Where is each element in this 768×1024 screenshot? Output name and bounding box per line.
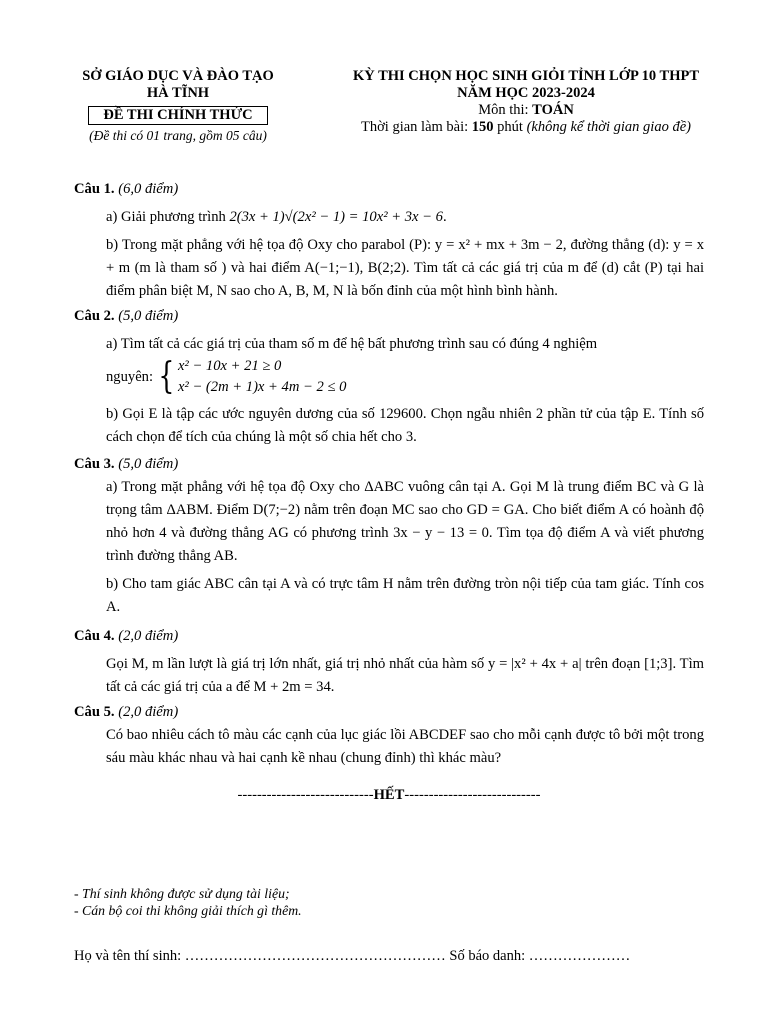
end-dashes-right: ----------------------------	[404, 787, 541, 803]
header-left	[60, 68, 296, 144]
question-5-text: Có bao nhiêu cách tô màu các cạnh của lục giác lồi ABCDEF sao cho mỗi cạnh được tô bởi một trong sáu màu khác nhau và hai cạnh kề nhau (chung đỉnh) thì khác màu?	[106, 727, 704, 766]
question-3-title: Câu 3.	[74, 456, 115, 472]
question-1a-text: a) Giải phương trình	[106, 209, 230, 225]
question-2-points: (5,0 điểm)	[118, 308, 179, 324]
question-3a: a) Trong mặt phẳng với hệ tọa độ Oxy cho ΔABC vuông cân tại A. Gọi M là trung điểm BC và G là trọng tâm ΔABM. Điểm D(7;−2) nằm trên đoạn MC sao cho GD = GA. Cho biết điểm A có hoành độ nhỏ hơn 4 và đường thẳng AG có phương trình 3x − y − 13 = 0. Tìm tọa độ điểm A và viết phương trình đường thẳng AB.	[106, 479, 704, 564]
question-2a-system	[74, 356, 704, 398]
header-right	[316, 68, 736, 136]
school-year: NĂM HỌC 2023-2024	[457, 85, 595, 101]
subject-line	[316, 102, 736, 119]
question-5-title: Câu 5.	[74, 704, 115, 720]
time-unit: phút	[493, 119, 527, 135]
question-5-points: (2,0 điểm)	[118, 704, 179, 720]
note-1: - Thí sinh không được sử dụng tài liệu;	[74, 886, 290, 901]
inequality-system	[155, 356, 346, 398]
question-4	[74, 625, 704, 699]
system-lead: nguyên:	[106, 368, 154, 385]
name-label: Họ và tên thí sinh:	[74, 948, 185, 964]
department-name: SỞ GIÁO DỤC VÀ ĐÀO TẠO	[82, 68, 274, 84]
id-label: Số báo danh:	[445, 948, 529, 964]
exam-title: KỲ THI CHỌN HỌC SINH GIỎI TỈNH LỚP 10 THPT	[352, 68, 700, 84]
question-2a-text: a) Tìm tất cả các giá trị của tham số m để hệ bất phương trình sau có đúng 4 nghiệm	[106, 336, 598, 352]
question-1a-equation: 2(3x + 1)√(2x² − 1) = 10x² + 3x − 6	[229, 209, 443, 225]
question-3	[74, 453, 704, 619]
time-line	[316, 119, 736, 136]
question-1-title: Câu 1.	[74, 181, 115, 197]
question-1-points: (6,0 điểm)	[118, 181, 179, 197]
subject-value: TOÁN	[532, 102, 574, 118]
question-3b: b) Cho tam giác ABC cân tại A và có trực tâm H nằm trên đường tròn nội tiếp của tam giác. Tính cos A.	[106, 576, 704, 615]
question-2-title: Câu 2.	[74, 308, 115, 324]
id-dots: …………………	[528, 948, 631, 964]
name-dots: ………………………………………………	[184, 948, 446, 964]
time-value: 150	[471, 119, 494, 135]
question-1a: a) Giải phương trình 2(3x + 1)√(2x² − 1) = 10x² + 3x − 6.	[106, 209, 447, 225]
official-exam-box: ĐỀ THI CHÍNH THỨC	[88, 106, 267, 125]
brace-symbol: {	[158, 356, 175, 397]
time-label: Thời gian làm bài:	[361, 119, 472, 135]
system-line-2: x² − (2m + 1)x + 4m − 2 ≤ 0	[177, 379, 347, 395]
question-5	[74, 701, 704, 770]
question-4-title: Câu 4.	[74, 628, 115, 644]
questions	[74, 178, 704, 807]
time-note: (không kể thời gian giao đề)	[526, 119, 691, 135]
candidate-info	[74, 948, 630, 965]
subject-label: Môn thi:	[478, 102, 533, 118]
question-2	[74, 305, 704, 449]
question-1	[74, 178, 704, 303]
province-name: HÀ TĨNH	[146, 85, 210, 101]
system-line-1: x² − 10x + 21 ≥ 0	[177, 358, 282, 374]
note-2: - Cán bộ coi thi không giải thích gì thêm.	[74, 903, 302, 918]
end-mark	[74, 784, 704, 807]
question-1b: b) Trong mặt phẳng với hệ tọa độ Oxy cho parabol (P): y = x² + mx + 3m − 2, đường thẳng (d): y = x + m (m là tham số ) và hai điểm A(−1;−1), B(2;2). Tìm tất cả các giá trị của m để (d) cắt (P) tại hai điểm phân biệt M, N sao cho A, B, M, N là bốn đỉnh của một hình bình hành.	[106, 237, 704, 299]
end-dashes-left: ----------------------------	[237, 787, 374, 803]
question-4-points: (2,0 điểm)	[118, 628, 179, 644]
end-word: HẾT	[373, 787, 405, 803]
question-3-points: (5,0 điểm)	[118, 456, 179, 472]
notes	[74, 885, 302, 919]
question-4-text: Gọi M, m lần lượt là giá trị lớn nhất, giá trị nhỏ nhất của hàm số y = |x² + 4x + a| trên đoạn [1;3]. Tìm tất cả các giá trị của a để M + 2m = 34.	[106, 656, 704, 695]
question-2b: b) Gọi E là tập các ước nguyên dương của số 129600. Chọn ngẫu nhiên 2 phần tử của tập E. Tính số cách chọn để tích của chúng là một số chia hết cho 3.	[106, 406, 704, 445]
pages-note: (Đề thi có 01 trang, gồm 05 câu)	[89, 128, 267, 143]
